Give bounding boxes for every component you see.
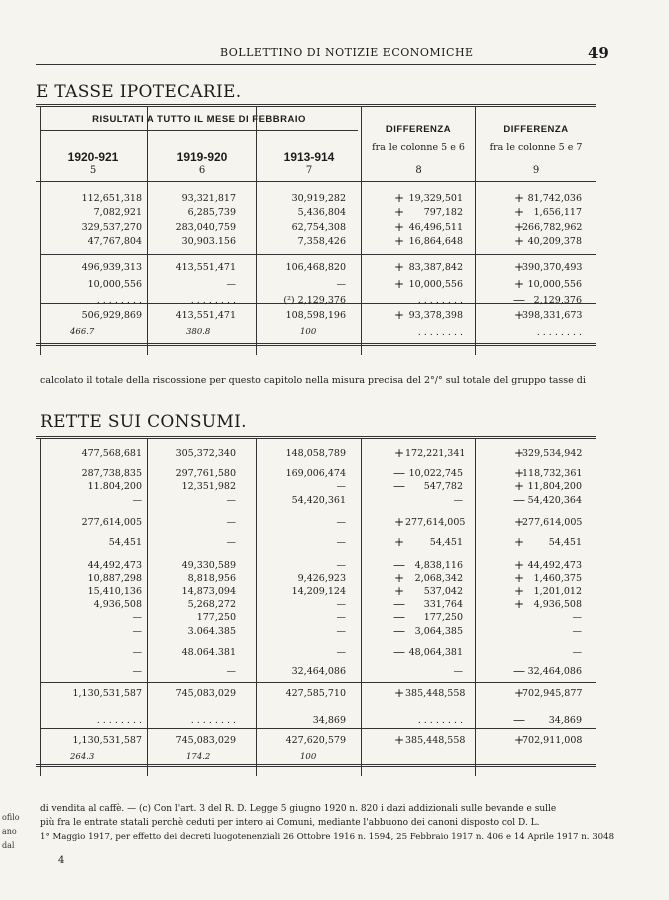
cell-1919-920: 6,285,739	[187, 207, 236, 218]
cell-diff-5-6: 385,448,558	[405, 735, 466, 746]
sign-diff-5-6: —	[393, 610, 405, 624]
index-c7: 100	[300, 752, 317, 762]
cell-1913-914: 62,754,308	[291, 222, 346, 233]
cell-1920-921: 10,000,556	[87, 279, 142, 290]
cell-1913-914: 34,869	[312, 715, 346, 726]
column-divider	[256, 106, 257, 355]
cell-diff-5-7: —	[572, 612, 582, 623]
cell-1913-914: 427,585,710	[285, 688, 346, 699]
cell-diff-5-7: 398,331,673	[522, 310, 583, 321]
page-mark: 4	[58, 855, 65, 866]
cell-1919-920: 8,818,956	[187, 573, 236, 584]
cell-1919-920: —	[226, 517, 236, 528]
sign-diff-5-6: +	[393, 733, 405, 747]
cell-1919-920: 745,083,029	[175, 688, 236, 699]
diff-subheader: fra le colonne 5 e 6	[372, 142, 465, 153]
sign-diff-5-6: +	[393, 234, 405, 248]
cell-1920-921: 112,651,318	[81, 193, 142, 204]
cell-1920-921: 15,410,136	[87, 586, 142, 597]
cell-diff-5-6: 54,451	[429, 537, 463, 548]
diff-header: DIFFERENZA	[385, 124, 452, 135]
cell-1920-921: 11.804,200	[87, 481, 142, 492]
column-divider	[147, 106, 148, 355]
cell-diff-5-7: 54,451	[548, 537, 582, 548]
sign-diff-5-7: +	[513, 205, 525, 219]
cell-1913-914: 427,620,579	[285, 735, 346, 746]
section-title: E TASSE IPOTECARIE.	[36, 82, 242, 102]
sign-diff-5-6: +	[393, 515, 405, 529]
cell-diff-5-7: 702,945,877	[522, 688, 583, 699]
cell-diff-5-7: 329,534,942	[522, 448, 583, 459]
column-divider	[361, 439, 362, 776]
cell-diff-5-7: 54,420,364	[527, 495, 582, 506]
sign-diff-5-7: +	[513, 466, 525, 480]
sign-diff-5-6: +	[393, 686, 405, 700]
sign-diff-5-6: +	[393, 191, 405, 205]
cell-1913-914: —	[336, 626, 346, 637]
sign-diff-5-7: +	[513, 584, 525, 598]
sign-diff-5-7: +	[513, 535, 525, 549]
sign-diff-5-6: +	[393, 308, 405, 322]
cell-1919-920: —	[226, 495, 236, 506]
cell-1920-921: —	[132, 666, 142, 677]
cell-1920-921: 287,738,835	[81, 468, 142, 479]
year-header: 1920-921	[67, 150, 119, 164]
cell-1913-914: (²) 2,129,376	[283, 295, 346, 306]
cell-1919-920: . . . . . . . .	[190, 295, 236, 306]
cell-diff-5-7: 1,201,012	[533, 586, 582, 597]
cell-1913-914: —	[336, 647, 346, 658]
sign-diff-5-7: +	[513, 733, 525, 747]
footnote-line: di vendita al caffè. — (c) Con l'art. 3 del R. D. Legge 5 giugno 1920 n. 820 i dazi addizionali sulle bevande e sulle	[40, 804, 557, 814]
sign-diff-5-6: +	[393, 205, 405, 219]
index-c7: 100	[300, 327, 317, 337]
cell-1920-921: . . . . . . . .	[96, 295, 142, 306]
cell-1913-914: 5,436,804	[297, 207, 346, 218]
cell-diff-5-6: 48,064,381	[408, 647, 463, 658]
cell-1913-914: 54,420,361	[291, 495, 346, 506]
column-divider	[147, 439, 148, 776]
table-top-rule	[36, 436, 596, 439]
cell-1919-920: 30,903.156	[181, 236, 236, 247]
table-bottom-rule	[36, 764, 596, 767]
cell-1919-920: 305,372,340	[175, 448, 236, 459]
sign-diff-5-7: +	[513, 597, 525, 611]
sign-diff-5-7: +	[513, 686, 525, 700]
index-c5: 466.7	[70, 327, 95, 337]
sign-diff-5-6: —	[393, 479, 405, 493]
sign-diff-5-7: +	[513, 558, 525, 572]
cell-diff-5-7: 40,209,378	[527, 236, 582, 247]
cell-diff-5-7: 2,129,376	[533, 295, 582, 306]
cell-1913-914: 7,358,426	[297, 236, 346, 247]
cell-diff-5-6: 331,764	[423, 599, 463, 610]
sign-diff-5-7: —	[513, 664, 525, 678]
cell-diff-5-7: 702,911,008	[522, 735, 583, 746]
cell-1920-921: 4,936,508	[93, 599, 142, 610]
cell-1920-921: 329,537,270	[81, 222, 142, 233]
cell-1920-921: —	[132, 495, 142, 506]
sign-diff-5-7: +	[513, 308, 525, 322]
cell-diff-5-7: 4,936,508	[533, 599, 582, 610]
header-bottom-rule	[36, 181, 596, 182]
cell-1913-914: —	[336, 560, 346, 571]
cell-diff-5-6: 537,042	[423, 586, 463, 597]
sign-diff-5-6: —	[393, 645, 405, 659]
cell-diff-5-6: 172,221,341	[405, 448, 466, 459]
diff-subheader: fra le colonne 5 e 7	[489, 142, 583, 153]
cell-diff-5-7: 1,460,375	[533, 573, 582, 584]
sign-diff-5-6: +	[393, 535, 405, 549]
cell-diff-5-7: —	[572, 626, 582, 637]
cell-1913-914: 14,209,124	[291, 586, 346, 597]
sign-diff-5-7: +	[513, 479, 525, 493]
column-number: 8	[415, 165, 422, 176]
cell-1919-920: 12,351,982	[181, 481, 236, 492]
section-title: RETTE SUI CONSUMI.	[40, 412, 247, 432]
cell-1913-914: 106,468,820	[285, 262, 346, 273]
cell-diff-5-6: 385,448,558	[405, 688, 466, 699]
total-rule	[40, 728, 596, 729]
cell-diff-5-6: . . . . . . . .	[417, 715, 463, 726]
footnote-line: 1° Maggio 1917, per effetto dei decreti luogotenenziali 26 Ottobre 1916 n. 1594, 25 Febbraio 1917 n. 406 e 14 Aprile 1917 n. 3048	[40, 832, 615, 842]
column-divider	[256, 439, 257, 776]
cell-diff-5-6: 93,378,398	[408, 310, 463, 321]
cell-diff-5-7: 266,782,962	[522, 222, 583, 233]
cell-1920-921: 496,939,313	[81, 262, 142, 273]
cell-diff-5-6: 3,064,385	[414, 626, 463, 637]
cell-1919-920: 177,250	[196, 612, 236, 623]
cell-diff-5-7: 390,370,493	[522, 262, 583, 273]
group-header: RISULTATI A TUTTO IL MESE DI FEBBRAIO	[92, 114, 306, 125]
margin-fragment: dal	[2, 841, 15, 850]
cell-1913-914: 32,464,086	[291, 666, 346, 677]
cell-1920-921: 1,130,531,587	[72, 688, 142, 699]
cell-1920-921: 277,614,005	[81, 517, 142, 528]
cell-1920-921: 47,767,804	[87, 236, 142, 247]
cell-diff-5-6: 10,000,556	[408, 279, 463, 290]
cell-diff-5-7: 11,804,200	[527, 481, 582, 492]
footnote-line: più fra le entrate statali perchè ceduti per intero ai Comuni, mediante l'abbuono dei canoni disposto col D. L.	[40, 818, 540, 828]
cell-1913-914: —	[336, 517, 346, 528]
cell-1913-914: —	[336, 612, 346, 623]
cell-diff-5-6: . . . . . . . .	[417, 295, 463, 306]
cell-diff-5-7: 44,492,473	[527, 560, 582, 571]
cell-diff-5-7: 10,000,556	[527, 279, 582, 290]
cell-1919-920: 3.064.385	[187, 626, 236, 637]
sign-diff-5-7: —	[513, 713, 525, 727]
index-c8: . . . . . . . .	[417, 327, 463, 338]
cell-diff-5-7: 118,732,361	[522, 468, 583, 479]
page-number: 49	[588, 44, 609, 62]
sign-diff-5-7: +	[513, 515, 525, 529]
cell-1919-920: —	[226, 537, 236, 548]
cell-diff-5-7: 32,464,086	[527, 666, 582, 677]
column-number: 9	[532, 165, 540, 176]
subtotal-rule	[40, 254, 596, 255]
cell-1920-921: 44,492,473	[87, 560, 142, 571]
column-number: 6	[198, 165, 206, 176]
cell-1919-920: 745,083,029	[175, 735, 236, 746]
cell-1920-921: 10,887,298	[87, 573, 142, 584]
cell-1920-921: . . . . . . . .	[96, 715, 142, 726]
table-bottom-rule	[36, 343, 596, 346]
cell-1919-920: 14,873,094	[181, 586, 236, 597]
cell-1920-921: —	[132, 647, 142, 658]
margin-fragment: ano	[2, 827, 17, 836]
sign-diff-5-6: +	[393, 584, 405, 598]
cell-1919-920: 49,330,589	[181, 560, 236, 571]
sign-diff-5-7: +	[513, 260, 525, 274]
sign-diff-5-6: —	[393, 597, 405, 611]
cell-1919-920: 413,551,471	[175, 262, 236, 273]
cell-1920-921: 7,082,921	[93, 207, 142, 218]
subtotal-rule	[40, 682, 596, 683]
sign-diff-5-6: —	[393, 466, 405, 480]
sign-diff-5-7: +	[513, 446, 525, 460]
column-divider	[475, 106, 476, 355]
index-c6: 174.2	[186, 752, 211, 762]
cell-diff-5-6: 10,022,745	[408, 468, 463, 479]
cell-diff-5-6: 19,329,501	[408, 193, 463, 204]
sign-diff-5-6: —	[393, 558, 405, 572]
cell-1913-914: 30,919,282	[291, 193, 346, 204]
index-c5: 264.3	[70, 752, 95, 762]
cell-1913-914: —	[336, 481, 346, 492]
cell-diff-5-7: 1,656,117	[533, 207, 582, 218]
cell-1919-920: 297,761,580	[175, 468, 236, 479]
sign-diff-5-7: +	[513, 571, 525, 585]
margin-fragment: ofilo	[2, 813, 20, 822]
sign-diff-5-7: —	[513, 493, 525, 507]
sign-diff-5-6: +	[393, 220, 405, 234]
cell-diff-5-7: 34,869	[548, 715, 582, 726]
column-number: 7	[305, 165, 313, 176]
sign-diff-5-7: +	[513, 191, 525, 205]
cell-1920-921: —	[132, 626, 142, 637]
cell-diff-5-6: 83,387,842	[408, 262, 463, 273]
column-divider	[475, 439, 476, 776]
column-divider	[40, 439, 41, 776]
cell-1919-920: —	[226, 666, 236, 677]
year-header: 1913-914	[283, 150, 335, 164]
cell-diff-5-6: 16,864,648	[408, 236, 463, 247]
cell-1919-920: 413,551,471	[175, 310, 236, 321]
year-header: 1919-920	[176, 150, 228, 164]
index-c6: 380.8	[186, 327, 211, 337]
cell-diff-5-6: —	[453, 666, 463, 677]
cell-1913-914: —	[336, 537, 346, 548]
sign-diff-5-7: —	[513, 293, 525, 307]
sign-diff-5-6: +	[393, 277, 405, 291]
index-c9: . . . . . . . .	[536, 327, 582, 338]
sign-diff-5-6: +	[393, 260, 405, 274]
cell-1920-921: —	[132, 612, 142, 623]
sign-diff-5-6: +	[393, 446, 405, 460]
cell-1919-920: 5,268,272	[187, 599, 236, 610]
cell-1920-921: 1,130,531,587	[72, 735, 142, 746]
group-rule	[40, 130, 358, 131]
cell-diff-5-6: 2,068,342	[414, 573, 463, 584]
cell-1920-921: 477,568,681	[81, 448, 142, 459]
cell-diff-5-6: 547,782	[423, 481, 463, 492]
sign-diff-5-7: +	[513, 277, 525, 291]
cell-1913-914: 169,006,474	[285, 468, 346, 479]
cell-1913-914: 108,598,196	[285, 310, 346, 321]
mid-text: calcolato il totale della riscossione per questo capitolo nella misura precisa del 2°/° sul totale del gruppo tasse di	[40, 375, 586, 386]
header-rule	[36, 64, 596, 65]
diff-header: DIFFERENZA	[503, 124, 569, 135]
cell-1913-914: —	[336, 279, 346, 290]
cell-1920-921: 506,929,869	[81, 310, 142, 321]
cell-1920-921: 54,451	[108, 537, 142, 548]
table-top-rule	[36, 104, 596, 107]
cell-1919-920: 93,321,817	[181, 193, 236, 204]
running-title: BOLLETTINO DI NOTIZIE ECONOMICHE	[220, 46, 474, 59]
cell-diff-5-6: 797,182	[423, 207, 463, 218]
cell-diff-5-6: 4,838,116	[414, 560, 463, 571]
cell-diff-5-6: 177,250	[423, 612, 463, 623]
cell-diff-5-6: —	[453, 495, 463, 506]
sign-diff-5-7: +	[513, 234, 525, 248]
cell-1913-914: 9,426,923	[297, 573, 346, 584]
column-divider	[40, 106, 41, 355]
sign-diff-5-7: +	[513, 220, 525, 234]
cell-diff-5-7: 81,742,036	[527, 193, 582, 204]
cell-1913-914: —	[336, 599, 346, 610]
cell-1913-914: 148,058,789	[285, 448, 346, 459]
cell-diff-5-7: 277,614,005	[522, 517, 583, 528]
sign-diff-5-6: —	[393, 624, 405, 638]
column-number: 5	[89, 165, 97, 176]
cell-diff-5-7: —	[572, 647, 582, 658]
cell-diff-5-6: 46,496,511	[408, 222, 463, 233]
cell-1919-920: 283,040,759	[175, 222, 236, 233]
cell-1919-920: 48.064.381	[181, 647, 236, 658]
sign-diff-5-6: +	[393, 571, 405, 585]
cell-diff-5-6: 277,614,005	[405, 517, 466, 528]
cell-1919-920: —	[226, 279, 236, 290]
cell-1919-920: . . . . . . . .	[190, 715, 236, 726]
column-divider	[361, 106, 362, 355]
